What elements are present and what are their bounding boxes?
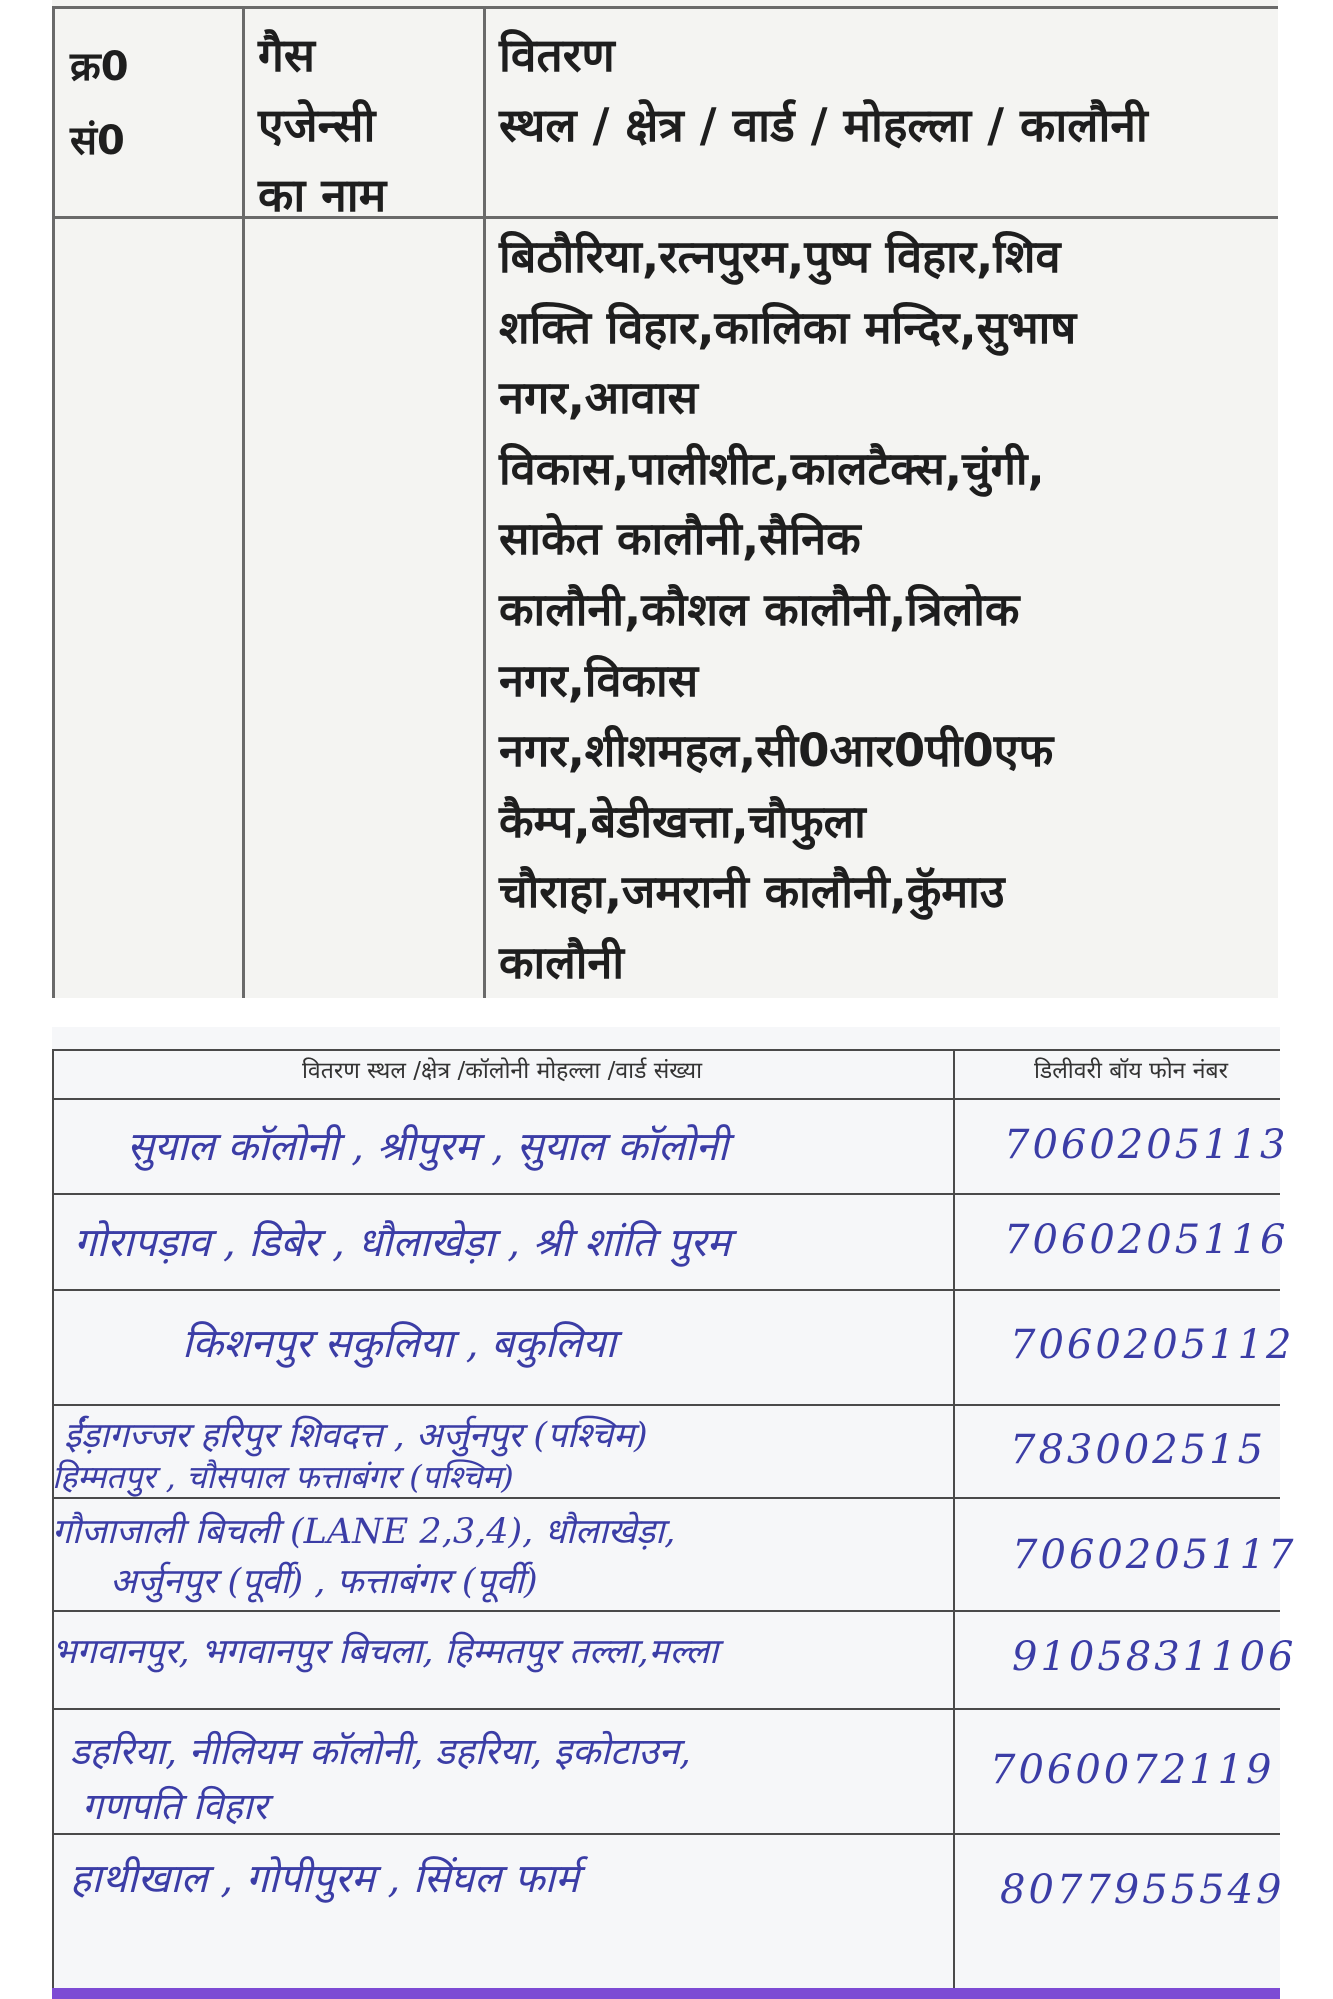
printed-distribution-table: [52, 0, 1278, 998]
area-line: नगर,विकास: [499, 653, 699, 707]
area-header-line: स्थल / क्षेत्र / वार्ड / मोहल्ला / कालौनी: [499, 98, 1148, 152]
area-line: नगर,आवास: [499, 371, 698, 425]
row-phone-number: 9105831106: [1012, 1634, 1297, 1680]
area-line: साकेत कालौनी,सैनिक: [499, 512, 861, 566]
row-area-text: किशनपुर सकुलिया , बकुलिया: [182, 1321, 616, 1367]
row-phone-number: 7060205112: [1010, 1322, 1295, 1368]
row-phone-number: 7060205113: [1004, 1122, 1289, 1168]
row-area-text: गोरापड़ाव , डिबेर , धौलाखेड़ा , श्री शांति पुरम: [74, 1220, 731, 1266]
area-line: नगर,शीशमहल,सी0आर0पी0एफ: [499, 724, 1054, 778]
gas-agency-header: [258, 20, 478, 230]
row-divider: [52, 1708, 1280, 1710]
distribution-area-header: [499, 20, 1279, 160]
bottom-edge-bar: [52, 1988, 1280, 1999]
row-divider: [52, 1289, 1280, 1291]
agency-header-line: का नाम: [258, 168, 387, 222]
row-phone-number: 7060205117: [1012, 1532, 1297, 1578]
agency-header-line: गैस: [258, 28, 315, 82]
area-line: कालौनी,कौशल कालौनी,त्रिलोक: [499, 582, 1020, 636]
area-line: बिठौरिया,रत्नपुरम,पुष्प विहार,शिव: [499, 230, 1061, 283]
row-phone-number: 7060205116: [1004, 1217, 1289, 1263]
distribution-area-list: [499, 222, 1279, 999]
area-line: शक्ति विहार,कालिका मन्दिर,सुभाष: [499, 300, 1077, 354]
row-divider: [52, 1610, 1280, 1612]
table-top-border: [52, 1049, 1280, 1051]
row-phone-number: 8077955549: [1000, 1867, 1285, 1913]
area-line: चौराहा,जमरानी कालौनी,कुॅमाउ: [499, 865, 1005, 919]
row-area-text: ईंड़ागज्जर हरिपुर शिवदत्त , अर्जुनपुर (पश्चिम): [64, 1416, 648, 1456]
serial-header-line: क्र0: [70, 44, 129, 90]
row-area-text: गौजाजाली बिचली (LANE 2,3,4), धौलाखेड़ा,: [52, 1512, 676, 1552]
header-divider: [52, 216, 1278, 219]
serial-number-header: [70, 30, 220, 178]
agency-header-line: एजेन्सी: [258, 98, 376, 152]
row-area-text: अर्जुनपुर (पूर्वी) , फत्ताबंगर (पूर्वी): [110, 1562, 538, 1602]
column-divider-agency: [483, 6, 486, 998]
area-line: कैम्प,बेडीखत्ता,चौफुला: [499, 794, 866, 848]
header-divider: [52, 1098, 1280, 1100]
area-line: विकास,पालीशीट,कालटैक्स,चुंगी,: [499, 441, 1045, 495]
row-area-text: हिम्मतपुर , चौसपाल फत्ताबंगर (पश्चिम): [52, 1458, 514, 1496]
row-area-text: गणपति विहार: [82, 1785, 268, 1828]
row-area-text: हाथीखाल , गोपीपुरम , सिंघल फार्म: [70, 1856, 579, 1902]
row-divider: [52, 1833, 1280, 1835]
phone-column-header: डिलीवरी बॉय फोन नंबर: [1033, 1058, 1229, 1084]
left-border: [52, 6, 55, 998]
row-divider: [52, 1404, 1280, 1406]
row-area-text: डहरिया, नीलियम कॉलोनी, डहरिया, इकोटाउन,: [70, 1730, 691, 1773]
row-area-text: भगवानपुर, भगवानपुर बिचला, हिम्मतपुर तल्ला,मल्ला: [52, 1632, 719, 1672]
handwritten-delivery-table: [52, 1027, 1297, 1990]
row-phone-number: 7060072119: [990, 1747, 1275, 1793]
area-header-line: वितरण: [499, 28, 615, 82]
row-phone-number: 783002515: [1010, 1427, 1267, 1473]
row-area-text: सुयाल कॉलोनी , श्रीपुरम , सुयाल कॉलोनी: [127, 1124, 729, 1170]
row-divider: [52, 1193, 1280, 1195]
column-divider-sn: [242, 6, 245, 998]
area-column-header: वितरण स्थल /क्षेत्र /कॉलोनी मोहल्ला /वार्ड संख्या: [301, 1058, 703, 1084]
column-divider: [953, 1049, 955, 1990]
area-line: कालौनी: [499, 935, 625, 989]
serial-header-line: सं0: [70, 118, 125, 164]
table-top-border: [52, 6, 1278, 9]
